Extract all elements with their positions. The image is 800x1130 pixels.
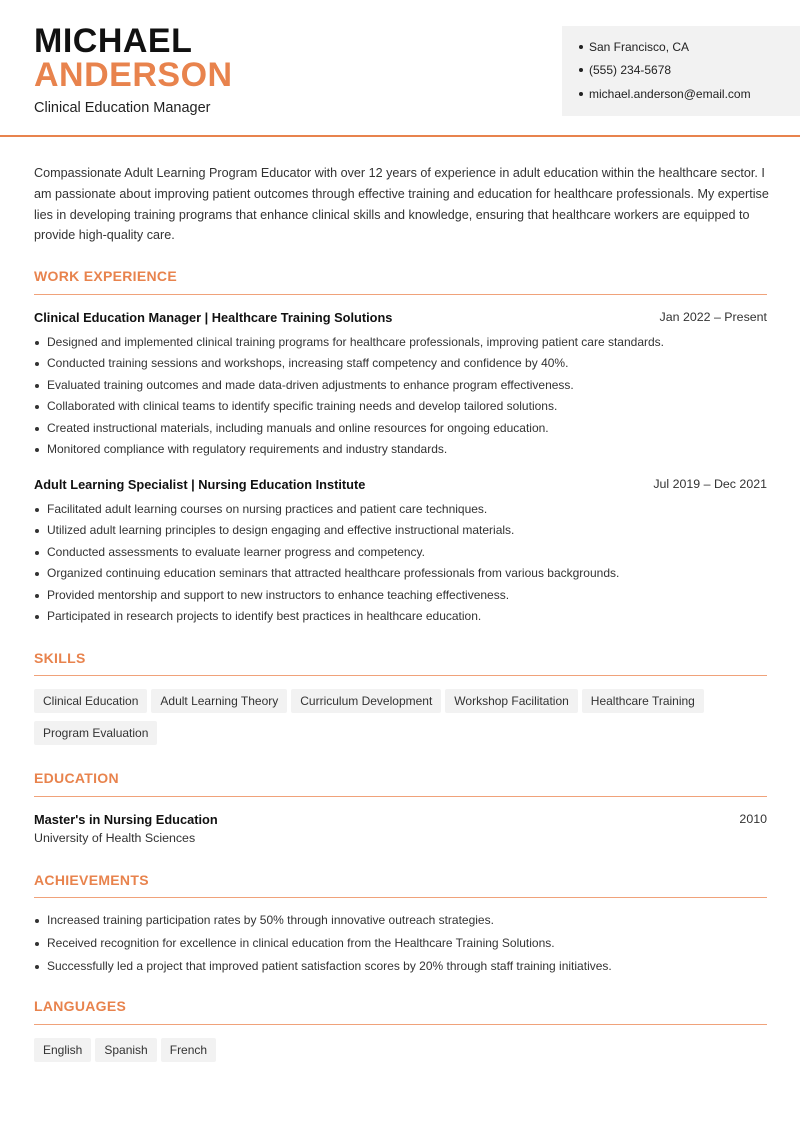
job-heading: Clinical Education Manager | Healthcare Training Solutions [34,310,393,325]
skill-chip: Curriculum Development [291,689,441,713]
bullet-icon [35,362,39,366]
contact-email[interactable]: michael.anderson@email.com [579,87,751,101]
summary-paragraph: Compassionate Adult Learning Program Educator with over 12 years of experience in adult education within the healthcare sector. I am passionate about improving patient outcomes through effective training and education for healthcare professionals. My expertise lies in developing training programs that enhance clinical skills and knowledge, ensuring that healthcare workers are equipped to provide high-quality care. [34,166,769,243]
section-title-skills: SKILLS [34,650,86,666]
education-year: 2010 [739,812,767,826]
section-title-education: EDUCATION [34,770,119,786]
bullet-icon [35,551,39,555]
job-dates: Jan 2022 – Present [659,310,767,324]
list-item: Designed and implemented clinical training programs for healthcare professionals, improving patient care standards. [34,332,774,353]
list-item: Evaluated training outcomes and made data-driven adjustments to enhance program effectiveness. [34,375,774,396]
skill-chip: Clinical Education [34,689,147,713]
section-divider [34,1024,767,1025]
list-item: Provided mentorship and support to new instructors to enhance teaching effectiveness. [34,585,774,606]
list-item: Created instructional materials, including manuals and online resources for ongoing education. [34,418,774,439]
skill-chip: Healthcare Training [582,689,704,713]
education-degree: Master's in Nursing Education [34,812,218,827]
contact-box [562,26,800,116]
list-item: Participated in research projects to identify best practices in healthcare education. [34,606,774,627]
skill-chip: Adult Learning Theory [151,689,287,713]
first-name: MICHAEL [34,22,193,60]
bullet-icon [35,594,39,598]
job-bullets [34,499,774,627]
bullet-icon [35,508,39,512]
bullet-icon [579,92,583,96]
section-title-achievements: ACHIEVEMENTS [34,872,149,888]
section-divider [34,796,767,797]
bullet-icon [35,384,39,388]
list-item: Monitored compliance with regulatory requirements and industry standards. [34,439,774,460]
last-name: ANDERSON [34,56,233,94]
achievements-list [34,909,774,978]
skill-chip: Program Evaluation [34,721,157,745]
bullet-icon [35,341,39,345]
bullet-icon [35,572,39,576]
skills-list [34,689,774,753]
skill-chip: Workshop Facilitation [445,689,578,713]
list-item: Organized continuing education seminars that attracted healthcare professionals from various backgrounds. [34,563,774,584]
list-item: Conducted training sessions and workshops, increasing staff competency and confidence by 40%. [34,353,774,374]
job-bullets [34,332,774,460]
job-dates: Jul 2019 – Dec 2021 [653,477,767,491]
languages-list [34,1038,774,1070]
bullet-icon [35,448,39,452]
language-chip: Spanish [95,1038,156,1062]
bullet-icon [35,405,39,409]
language-chip: French [161,1038,216,1062]
job-title: Clinical Education Manager [34,100,211,116]
list-item: Increased training participation rates by 50% through innovative outreach strategies. [34,909,774,932]
bullet-icon [35,919,39,923]
list-item: Facilitated adult learning courses on nursing practices and patient care techniques. [34,499,774,520]
bullet-icon [35,615,39,619]
section-title-languages: LANGUAGES [34,998,127,1014]
language-chip: English [34,1038,91,1062]
bullet-icon [579,68,583,72]
bullet-icon [35,942,39,946]
contact-location: San Francisco, CA [579,40,689,54]
resume-header [0,0,800,137]
education-school: University of Health Sciences [34,831,196,845]
list-item: Collaborated with clinical teams to identify specific training needs and develop tailored solutions. [34,396,774,417]
bullet-icon [35,965,39,969]
bullet-icon [579,45,583,49]
bullet-icon [35,427,39,431]
list-item: Conducted assessments to evaluate learner progress and competency. [34,542,774,563]
list-item: Received recognition for excellence in clinical education from the Healthcare Training Solutions. [34,932,774,955]
section-divider [34,294,767,295]
section-divider [34,897,767,898]
job-heading: Adult Learning Specialist | Nursing Education Institute [34,477,366,492]
contact-phone[interactable]: (555) 234-5678 [579,63,671,77]
section-title-work-experience: WORK EXPERIENCE [34,268,177,284]
list-item: Successfully led a project that improved patient satisfaction scores by 20% through staff training initiatives. [34,955,774,978]
list-item: Utilized adult learning principles to design engaging and effective instructional materials. [34,520,774,541]
bullet-icon [35,529,39,533]
section-divider [34,675,767,676]
